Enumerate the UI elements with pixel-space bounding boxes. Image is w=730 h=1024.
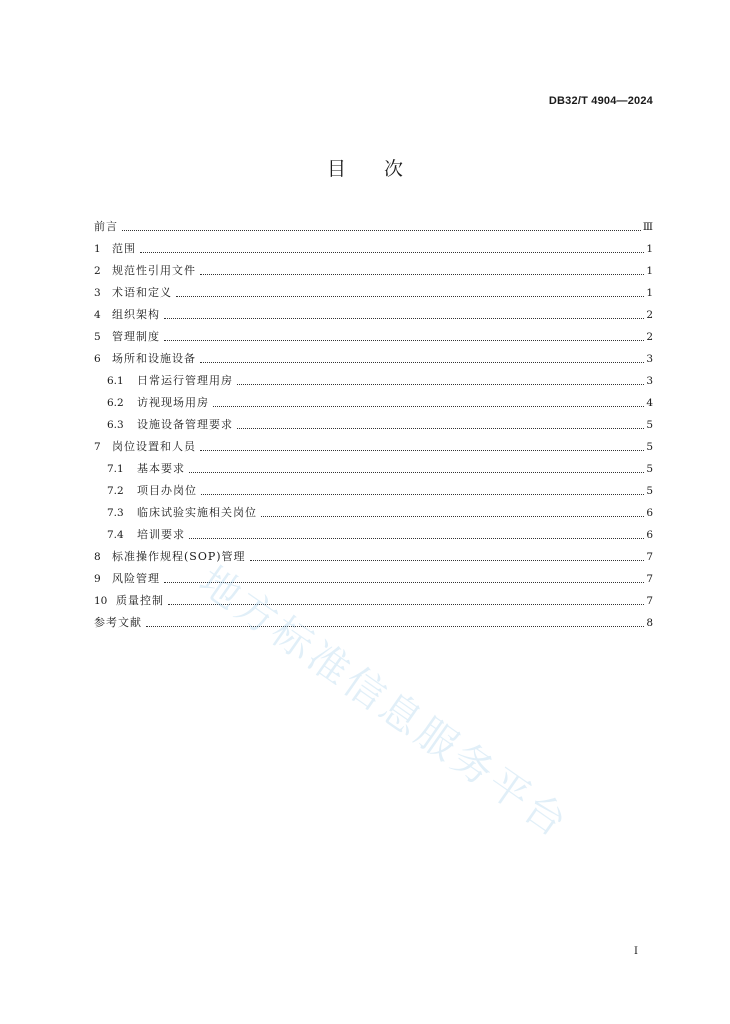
toc-entry-page: 6 [646, 529, 653, 541]
toc-entry-6-2[interactable] [94, 388, 653, 410]
toc-entry-text: 设施设备管理要求 [137, 418, 233, 431]
document-code: DB32/T 4904—2024 [548, 95, 653, 107]
toc-entry-number: 7.1 [107, 463, 124, 475]
toc-entry-references[interactable] [94, 608, 653, 630]
toc-entry-1[interactable] [94, 234, 653, 256]
toc-entry-text: 术语和定义 [112, 286, 172, 299]
table-of-contents [94, 212, 653, 630]
toc-entry-number: 8 [94, 551, 101, 563]
toc-entry-text: 岗位设置和人员 [112, 440, 196, 453]
dot-leader [164, 317, 644, 319]
toc-entry-text: 场所和设施设备 [112, 352, 196, 365]
dot-leader [146, 625, 644, 627]
toc-entry-text: 访视现场用房 [137, 396, 209, 409]
toc-entry-text: 培训要求 [137, 528, 185, 541]
dot-leader [164, 581, 644, 583]
toc-entry-text: 参考文献 [94, 616, 142, 629]
toc-entry-text: 范围 [112, 242, 136, 255]
toc-entry-number: 6.2 [107, 397, 124, 409]
toc-entry-7-3[interactable] [94, 498, 653, 520]
toc-entry-text: 组织架构 [112, 308, 160, 321]
toc-entry-page: 5 [646, 419, 653, 431]
toc-entry-8[interactable] [94, 542, 653, 564]
toc-entry-text: 基本要求 [137, 462, 185, 475]
toc-entry-page: 5 [646, 485, 653, 497]
toc-entry-number: 7.3 [107, 507, 124, 519]
toc-entry-number: 7 [94, 441, 101, 453]
toc-entry-text: 管理制度 [112, 330, 160, 343]
toc-entry-number: 7.2 [107, 485, 124, 497]
toc-entry-6-1[interactable] [94, 366, 653, 388]
dot-leader [168, 603, 644, 605]
toc-title: 目次 [326, 158, 441, 180]
toc-entry-text: 临床试验实施相关岗位 [137, 506, 257, 519]
toc-entry-text: 日常运行管理用房 [137, 374, 233, 387]
dot-leader [189, 471, 644, 473]
toc-entry-text: 前言 [94, 220, 118, 233]
toc-entry-page: 3 [646, 353, 653, 365]
dot-leader [200, 273, 644, 275]
page-number: I [634, 946, 638, 957]
toc-entry-6-3[interactable] [94, 410, 653, 432]
toc-entry-6[interactable] [94, 344, 653, 366]
toc-entry-page: 6 [646, 507, 653, 519]
toc-entry-text: 风险管理 [112, 572, 160, 585]
dot-leader [140, 251, 644, 253]
toc-entry-text: 规范性引用文件 [112, 264, 196, 277]
toc-entry-number: 6.3 [107, 419, 124, 431]
toc-entry-number: 1 [94, 243, 101, 255]
toc-entry-page: 2 [646, 309, 653, 321]
dot-leader [164, 339, 644, 341]
dot-leader [200, 449, 644, 451]
watermark: 地方标准信息服务平台 [190, 557, 578, 848]
dot-leader [189, 537, 644, 539]
toc-entry-foreword[interactable] [94, 212, 653, 234]
toc-entry-page: 7 [646, 595, 653, 607]
toc-entry-7-2[interactable] [94, 476, 653, 498]
toc-entry-7[interactable] [94, 432, 653, 454]
toc-entry-number: 5 [94, 331, 101, 343]
toc-entry-page: Ⅲ [642, 221, 653, 233]
toc-entry-number: 9 [94, 573, 101, 585]
dot-leader [237, 383, 644, 385]
toc-entry-10[interactable] [94, 586, 653, 608]
toc-entry-text: 质量控制 [116, 594, 164, 607]
dot-leader [201, 493, 644, 495]
dot-leader [250, 559, 645, 561]
dot-leader [261, 515, 644, 517]
toc-entry-page: 1 [646, 287, 653, 299]
toc-entry-3[interactable] [94, 278, 653, 300]
toc-entry-text: 项目办岗位 [137, 484, 197, 497]
dot-leader [200, 361, 644, 363]
toc-entry-number: 4 [94, 309, 101, 321]
toc-entry-number: 10 [94, 595, 108, 607]
toc-entry-page: 7 [646, 551, 653, 563]
toc-entry-4[interactable] [94, 300, 653, 322]
toc-entry-page: 1 [646, 243, 653, 255]
toc-entry-page: 7 [646, 573, 653, 585]
toc-entry-page: 5 [646, 441, 653, 453]
toc-entry-7-1[interactable] [94, 454, 653, 476]
dot-leader [213, 405, 644, 407]
toc-entry-7-4[interactable] [94, 520, 653, 542]
dot-leader [237, 427, 644, 429]
toc-entry-page: 5 [646, 463, 653, 475]
toc-entry-number: 6.1 [107, 375, 124, 387]
toc-entry-2[interactable] [94, 256, 653, 278]
toc-entry-number: 6 [94, 353, 101, 365]
toc-entry-9[interactable] [94, 564, 653, 586]
toc-entry-page: 8 [646, 617, 653, 629]
toc-entry-number: 3 [94, 287, 101, 299]
toc-entry-text: 标准操作规程(SOP)管理 [112, 550, 246, 563]
toc-entry-page: 4 [646, 397, 653, 409]
dot-leader [122, 229, 641, 231]
toc-entry-page: 1 [646, 265, 653, 277]
toc-entry-page: 2 [646, 331, 653, 343]
toc-entry-number: 2 [94, 265, 101, 277]
toc-entry-number: 7.4 [107, 529, 124, 541]
toc-entry-5[interactable] [94, 322, 653, 344]
dot-leader [176, 295, 644, 297]
toc-entry-page: 3 [646, 375, 653, 387]
